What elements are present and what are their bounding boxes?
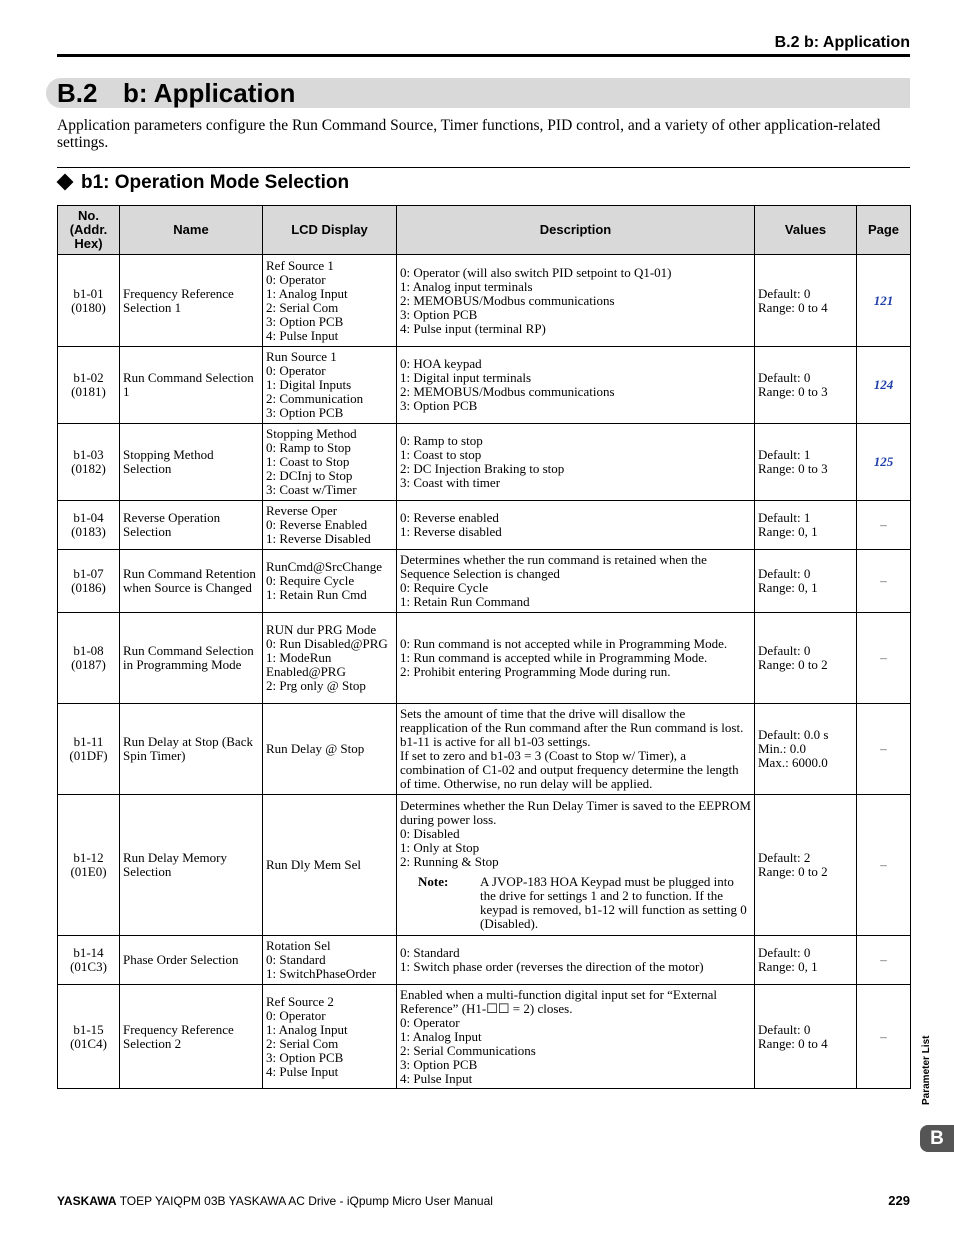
param-name: Run Command Selection in Programming Mode: [120, 613, 263, 704]
column-header: LCD Display: [263, 206, 397, 255]
table-row: [58, 704, 911, 795]
table-header-row: [58, 206, 911, 255]
param-values: Default: 0 Range: 0, 1: [755, 550, 857, 613]
param-name: Frequency Reference Selection 2: [120, 985, 263, 1089]
side-tab-letter: B: [920, 1125, 954, 1152]
param-number: b1-04 (0183): [58, 501, 120, 550]
table-row: [58, 550, 911, 613]
page-link[interactable]: 124: [857, 347, 911, 424]
param-description: 0: HOA keypad 1: Digital input terminals 2: MEMOBUS/Modbus communications 3: Option PCB: [397, 347, 755, 424]
param-number: b1-07 (0186): [58, 550, 120, 613]
footer-doc-title: TOEP YAIQPM 03B YASKAWA AC Drive - iQpump Micro User Manual: [116, 1194, 493, 1208]
param-values: Default: 1 Range: 0 to 3: [755, 424, 857, 501]
param-values: Default: 0.0 s Min.: 0.0 Max.: 6000.0: [755, 704, 857, 795]
lcd-display: Ref Source 1 0: Operator 1: Analog Input 2: Serial Com 3: Option PCB 4: Pulse Input: [263, 255, 397, 347]
param-values: Default: 0 Range: 0, 1: [755, 936, 857, 985]
intro-paragraph: Application parameters configure the Run Command Source, Timer functions, PID control, and a variety of other application-related settings.: [57, 117, 881, 151]
note-label: Note:: [418, 874, 449, 889]
footer-brand: YASKAWA: [57, 1194, 117, 1208]
section-name: b: Application: [123, 78, 296, 108]
param-number: b1-11 (01DF): [58, 704, 120, 795]
param-description: Determines whether the run command is retained when the Sequence Selection is changed 0: Require Cycle 1: Retain Run Command: [397, 550, 755, 613]
param-values: Default: 0 Range: 0 to 3: [755, 347, 857, 424]
param-number: b1-15 (01C4): [58, 985, 120, 1089]
column-header: No. (Addr. Hex): [58, 206, 120, 255]
column-header: Values: [755, 206, 857, 255]
column-header: Description: [397, 206, 755, 255]
table-row: [58, 936, 911, 985]
subsection-title: b1: Operation Mode Selection: [81, 172, 350, 193]
page-link[interactable]: 125: [857, 424, 911, 501]
param-description: Sets the amount of time that the drive will disallow the reapplication of the Run command after the Run command is lost. b1-11 is active for all b1-03 settings. If set to zero and b1-03 = 3 (Coast to Stop w/ Timer), a combination of C1-02 and output frequency determine the length of time. Otherwise, no run delay will be applied.: [397, 704, 755, 795]
param-description: 0: Operator (will also switch PID setpoint to Q1-01) 1: Analog input terminals 2: MEMOBUS/Modbus communications 3: Option PCB 4: Pulse input (terminal RP): [397, 255, 755, 347]
subsection-heading: [57, 172, 349, 194]
param-number: b1-12 (01E0): [58, 795, 120, 936]
subsection-rule: [57, 167, 910, 168]
header-rule: [57, 54, 910, 57]
param-values: Default: 0 Range: 0 to 2: [755, 613, 857, 704]
param-name: Phase Order Selection: [120, 936, 263, 985]
lcd-display: Rotation Sel 0: Standard 1: SwitchPhaseOrder: [263, 936, 397, 985]
page-ref: –: [857, 613, 911, 704]
page-ref: –: [857, 936, 911, 985]
table-row: [58, 985, 911, 1089]
lcd-display: Stopping Method 0: Ramp to Stop 1: Coast to Stop 2: DCInj to Stop 3: Coast w/Timer: [263, 424, 397, 501]
table-row: [58, 255, 911, 347]
param-name: Reverse Operation Selection: [120, 501, 263, 550]
running-header: B.2 b: Application: [774, 34, 910, 51]
side-tab-label: Parameter List: [921, 1035, 932, 1105]
section-number: B.2: [57, 78, 98, 108]
param-description: 0: Reverse enabled 1: Reverse disabled: [397, 501, 755, 550]
section-title: [57, 77, 295, 109]
footer-document: [57, 1194, 493, 1208]
param-values: Default: 1 Range: 0, 1: [755, 501, 857, 550]
param-name: Stopping Method Selection: [120, 424, 263, 501]
lcd-display: RUN dur PRG Mode 0: Run Disabled@PRG 1: ModeRun Enabled@PRG 2: Prg only @ Stop: [263, 613, 397, 704]
lcd-display: Ref Source 2 0: Operator 1: Analog Input 2: Serial Com 3: Option PCB 4: Pulse Input: [263, 985, 397, 1089]
param-name: Run Delay Memory Selection: [120, 795, 263, 936]
lcd-display: RunCmd@SrcChange 0: Require Cycle 1: Retain Run Cmd: [263, 550, 397, 613]
page-link[interactable]: 121: [857, 255, 911, 347]
page-number: 229: [888, 1193, 910, 1208]
param-number: b1-02 (0181): [58, 347, 120, 424]
lcd-display: Run Dly Mem Sel: [263, 795, 397, 936]
page-ref: –: [857, 985, 911, 1089]
table-row: [58, 795, 911, 936]
table-row: [58, 347, 911, 424]
diamond-bullet-icon: [57, 173, 74, 190]
table-row: [58, 613, 911, 704]
table-row: [58, 501, 911, 550]
param-description: Determines whether the Run Delay Timer is saved to the EEPROM during power loss. 0: Disabled 1: Only at Stop 2: Running & Stop Note: A JVOP-183 HOA Keypad must be plugged into the drive for settings 1 and 2 to function. If the keypad is removed, b1-12 will function as setting 0 (Disabled).: [397, 795, 755, 936]
table-row: [58, 424, 911, 501]
lcd-display: Run Delay @ Stop: [263, 704, 397, 795]
param-description: 0: Ramp to stop 1: Coast to stop 2: DC Injection Braking to stop 3: Coast with timer: [397, 424, 755, 501]
page-ref: –: [857, 795, 911, 936]
lcd-display: Run Source 1 0: Operator 1: Digital Inputs 2: Communication 3: Option PCB: [263, 347, 397, 424]
param-description: 0: Run command is not accepted while in Programming Mode. 1: Run command is accepted while in Programming Mode. 2: Prohibit entering Programming Mode during run.: [397, 613, 755, 704]
param-number: b1-03 (0182): [58, 424, 120, 501]
lcd-display: Reverse Oper 0: Reverse Enabled 1: Reverse Disabled: [263, 501, 397, 550]
param-name: Run Command Selection 1: [120, 347, 263, 424]
param-values: Default: 0 Range: 0 to 4: [755, 255, 857, 347]
column-header: Name: [120, 206, 263, 255]
parameter-table: [57, 205, 911, 1089]
page-ref: –: [857, 550, 911, 613]
param-values: Default: 0 Range: 0 to 4: [755, 985, 857, 1089]
param-name: Run Command Retention when Source is Changed: [120, 550, 263, 613]
note-text: A JVOP-183 HOA Keypad must be plugged into the drive for settings 1 and 2 to function. If the keypad is removed, b1-12 will function as setting 0 (Disabled).: [480, 874, 747, 931]
param-number: b1-08 (0187): [58, 613, 120, 704]
param-number: b1-14 (01C3): [58, 936, 120, 985]
page-ref: –: [857, 704, 911, 795]
column-header: Page: [857, 206, 911, 255]
param-name: Run Delay at Stop (Back Spin Timer): [120, 704, 263, 795]
page-ref: –: [857, 501, 911, 550]
param-values: Default: 2 Range: 0 to 2: [755, 795, 857, 936]
param-description: Enabled when a multi-function digital input set for “External Reference” (H1-☐☐ = 2) closes. 0: Operator 1: Analog Input 2: Serial Communications 3: Option PCB 4: Pulse Input: [397, 985, 755, 1089]
param-name: Frequency Reference Selection 1: [120, 255, 263, 347]
param-number: b1-01 (0180): [58, 255, 120, 347]
note-block: [400, 875, 751, 931]
param-description: 0: Standard 1: Switch phase order (reverses the direction of the motor): [397, 936, 755, 985]
